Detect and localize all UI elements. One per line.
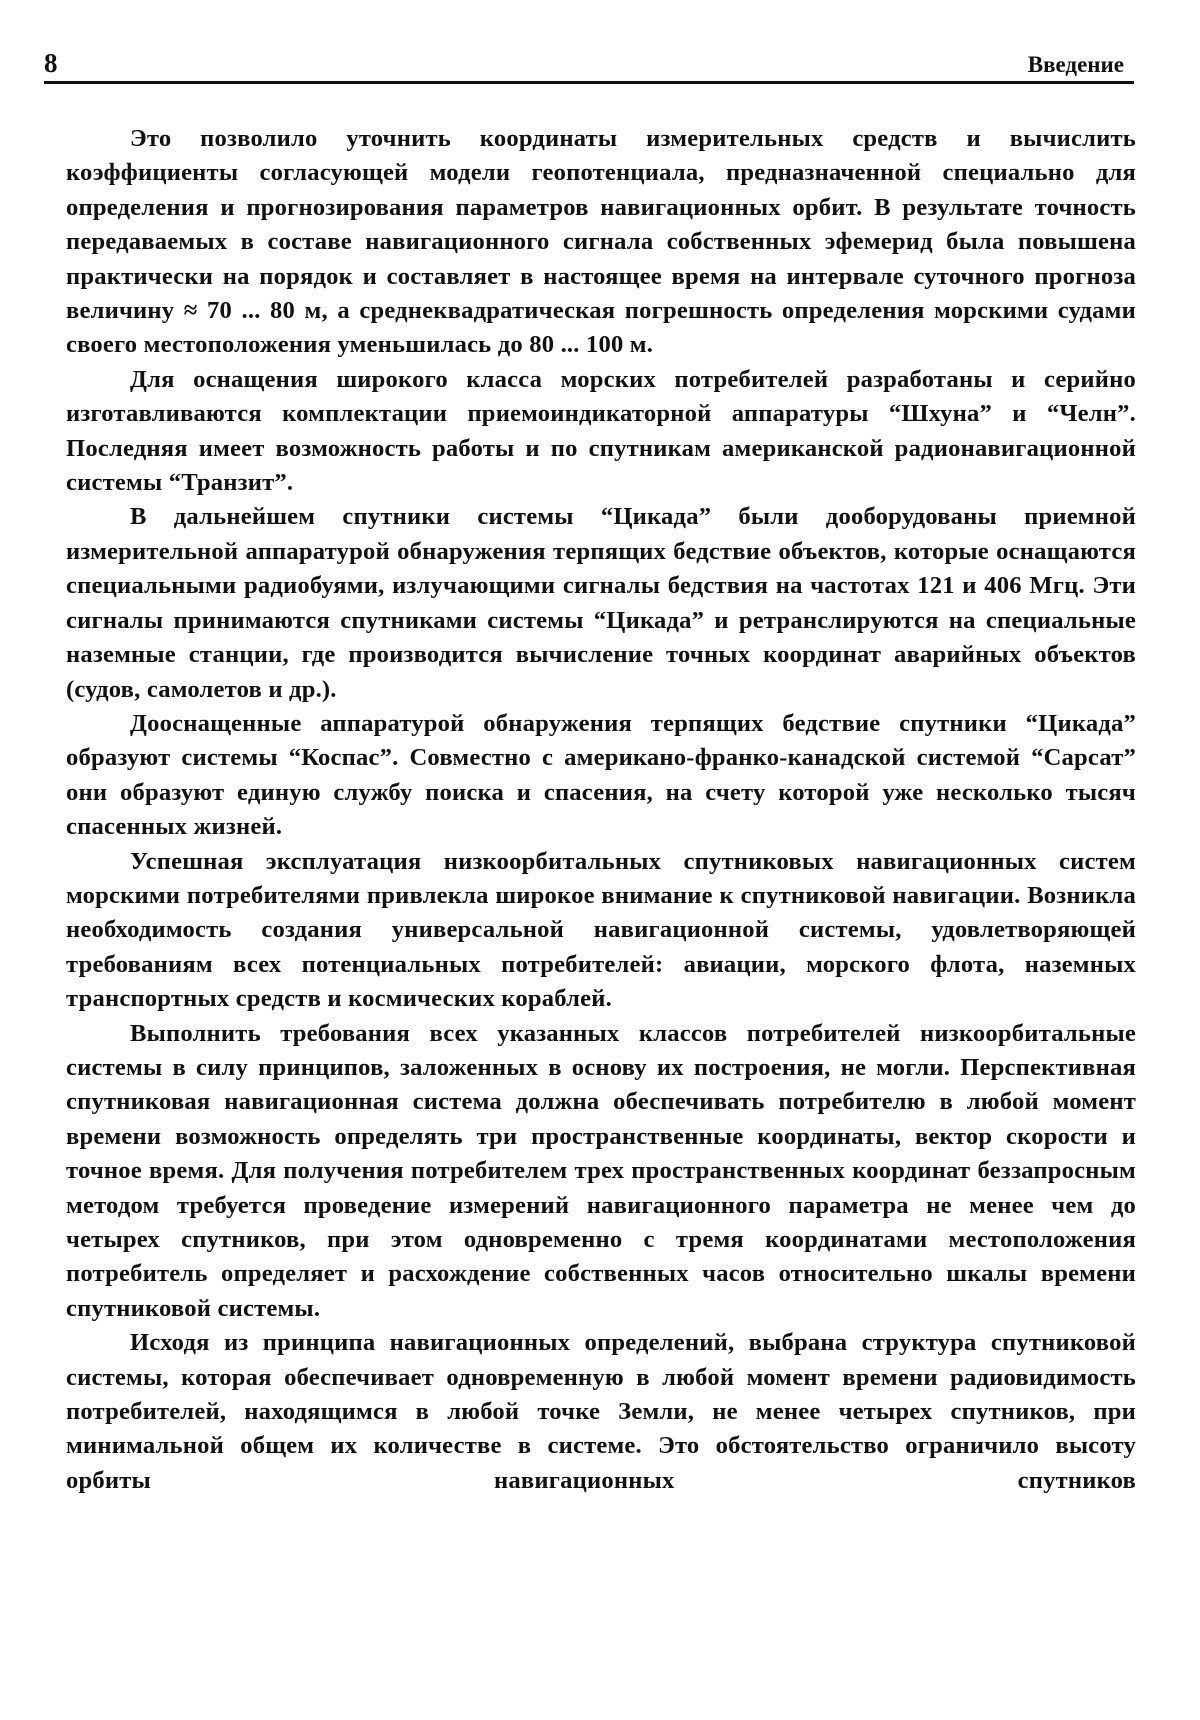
paragraph: Успешная эксплуатация низкоорбитальных спутниковых навигационных систем морскими потребителями привлекла широкое внимание к спутниковой навигации. Возникла необходимость создания универсальной навигационной системы, удовлетворяющей требованиям всех потенциальных потребителей: авиации, морского флота, наземных транспортных средств и космических кораблей. [66,847,1136,1013]
paragraph: В дальнейшем спутники системы “Цикада” были дооборудованы приемной измерительной аппаратурой обнаружения терпящих бедствие объектов, которые оснащаются специальными радиобуями, излучающими сигналы бедствия на частотах 121 и 406 Мгц. Эти сигналы принимаются спутниками системы “Цикада” и ретранслируются на специальные наземные станции, где производится вычисление точных координат аварийных объектов (судов, самолетов и др.). [66,503,1136,703]
page-number: 8 [44,48,58,78]
running-title: Введение [1027,52,1124,77]
body-text [66,122,1136,1498]
paragraph: Выполнить требования всех указанных классов потребителей низкоорбитальные системы в силу принципов, заложенных в основу их построения, не могли. Перспективная спутниковая навигационная система должна обеспечивать потребителю в любой момент времени возможность определять три пространственные координаты, вектор скорости и точное время. Для получения потребителем трех пространственных координат беззапросным методом требуется проведение измерений навигационного параметра не менее чем до четырех спутников, при этом одновременно с тремя координатами местоположения потребитель определяет и расхождение собственных часов относительно шкалы времени спутниковой системы. [66,1019,1136,1322]
page-header [44,48,1134,84]
header-rule [44,81,1134,84]
paragraph: Дооснащенные аппаратурой обнаружения терпящих бедствие спутники “Цикада” образуют системы “Коспас”. Совместно с американо-франко-канадской системой “Сарсат” они образуют единую службу поиска и спасения, на счету которой уже несколько тысяч спасенных жизней. [66,709,1136,841]
paragraph: Для оснащения широкого класса морских потребителей разработаны и серийно изготавливаются комплектации приемоиндикаторной аппаратуры “Шхуна” и “Челн”. Последняя имеет возможность работы и по спутникам американской радионавигационной системы “Транзит”. [66,365,1136,497]
paragraph: Исходя из принципа навигационных определений, выбрана структура спутниковой системы, которая обеспечивает одновременную в любой момент времени радиовидимость потребителей, находящимся в любой точке Земли, не менее четырех спутников, при минимальной общем их количестве в системе. Это обстоятельство ограничило высоту орбиты навигационных спутников [66,1329,1136,1494]
paragraph: Это позволило уточнить координаты измерительных средств и вычислить коэффициенты согласующей модели геопотенциала, предназначенной специально для определения и прогнозирования параметров навигационных орбит. В результате точность передаваемых в составе навигационного сигнала собственных эфемерид была повышена практически на порядок и составляет в настоящее время на интервале суточного прогноза величину ≈ 70 ... 80 м, а среднеквадратическая погрешность определения морскими судами своего местоположения уменьшилась до 80 ... 100 м. [66,125,1136,359]
